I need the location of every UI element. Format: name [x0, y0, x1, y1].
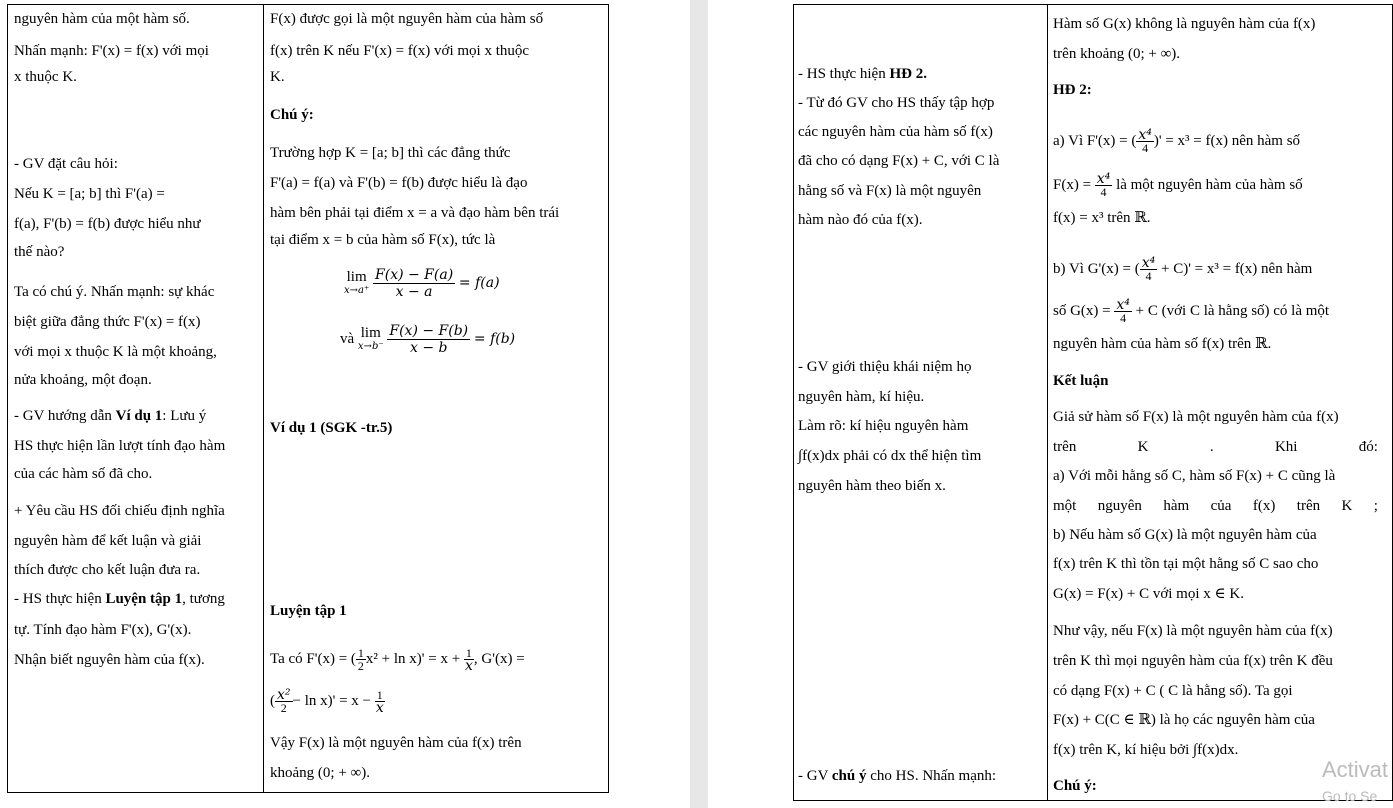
practice-label: Luyện tập 1 [105, 591, 183, 607]
text-line: f(x) = x³ trên ℝ. [1053, 210, 1151, 226]
fraction: $\frac{F(x) - F(a)}{x - a}$ [375, 267, 454, 300]
text-line: tự. Tính đạo hàm F'(x), G'(x). [14, 622, 192, 638]
text-line: Nhận biết nguyên hàm của f(x). [14, 652, 205, 668]
text-line: Ta có F'(x) = ( $\frac{1}{2}$ x² + ln x)' = x + $\frac{1}{x}$ , G'(x) = [270, 646, 525, 674]
content-column [264, 5, 609, 792]
text-line: hằng số và F(x) là một nguyên [798, 183, 982, 199]
text-line: thích được cho kết luận đưa ra. [14, 562, 201, 578]
text-line: với mọi x thuộc K là một khoảng, [14, 344, 217, 360]
text-line: đã cho có dạng F(x) + C, với C là [798, 153, 1000, 169]
text-run: - GV hướng dẫn [14, 408, 116, 424]
text-line: nguyên hàm, kí hiệu. [798, 389, 925, 405]
activity-heading: HĐ 2: [1053, 82, 1092, 98]
justified-line: một nguyên hàm của f(x) trên K ; [1053, 498, 1378, 514]
text-run: : Lưu ý [162, 408, 207, 424]
fraction: $\frac{1}{2}$ [357, 646, 364, 673]
text-line: nửa khoảng, một đoạn. [14, 372, 152, 388]
text-line: F(x) = $\frac{\text{x⁴}}{4}$ là một nguyên hàm của hàm số [1053, 171, 1303, 199]
text-line: f(x) trên K thì tồn tại một hằng số C sao cho [1053, 556, 1319, 572]
example-heading: Ví dụ 1 (SGK -tr.5) [270, 420, 393, 436]
text-line: a) Vì F'(x) = ( $\frac{\text{x⁴}}{4}$ )' = x³ = f(x) nên hàm số [1053, 127, 1301, 155]
lesson-table-right [793, 4, 1393, 801]
text-line: + Yêu cầu HS đối chiếu định nghĩa [14, 503, 225, 519]
note-label: chú ý [831, 768, 867, 784]
fraction: $\frac{\text{x⁴}}{4}$ [1141, 255, 1156, 283]
limit-operator: lim x→b⁻ [357, 324, 384, 352]
text-line: - GV giới thiệu khái niệm họ [798, 359, 972, 375]
text-line: thế nào? [14, 244, 65, 260]
text-line: nguyên hàm để kết luận và giải [14, 533, 202, 549]
fraction: $\frac{\text{x⁴}}{4}$ [1116, 297, 1130, 325]
text-line: f(x) trên K nếu F'(x) = f(x) với mọi x thuộc [270, 43, 530, 59]
text-line [798, 767, 996, 785]
text-line: hàm bên phải tại điểm x = a và đạo hàm bên trái [270, 205, 560, 221]
text-run: - HS thực hiện [798, 66, 890, 82]
document-page-left [0, 0, 690, 808]
activation-watermark-sub: Go to Se [1322, 788, 1378, 804]
text-line: Trường hợp K = [a; b] thì các đẳng thức [270, 145, 511, 161]
practice-heading: Luyện tập 1 [270, 603, 347, 619]
text-line: số G(x) = $\frac{\text{x⁴}}{4}$ + C (với C là hằng số) có là một [1053, 297, 1330, 325]
note-heading: Chú ý: [270, 107, 314, 123]
text-line: ( $\frac{\text{x²}}{2}$ − ln x)' = x − $\frac{1}{x}$ [270, 687, 384, 716]
text-line: b) Vì G'(x) = ( $\frac{\text{x⁴}}{4}$ + C)' = x³ = f(x) nên hàm [1053, 255, 1313, 283]
example-label: Ví dụ 1 [115, 408, 163, 424]
text-line: F(x) + C(C ∈ ℝ) là họ các nguyên hàm của [1053, 712, 1315, 728]
teacher-activity-column [8, 5, 263, 792]
text-line: Như vậy, nếu F(x) là một nguyên hàm của f(x) [1053, 623, 1333, 639]
limit-operator: lim x→a⁺ [344, 268, 370, 296]
fraction: $\frac{\text{x²}}{2}$ [277, 687, 291, 715]
text-run: , tương [182, 591, 225, 607]
justified-line: trên K . Khi đó: [1053, 439, 1378, 455]
text-line: của các hàm số đã cho. [14, 466, 153, 482]
text-line: - GV đặt câu hỏi: [14, 156, 118, 172]
fraction: $\frac{\text{x⁴}}{4}$ [1138, 127, 1152, 155]
text-line: ∫f(x)dx phải có dx thể hiện tìm [798, 448, 982, 464]
text-line: hàm nào đó của f(x). [798, 212, 923, 228]
text-run: - HS thực hiện [14, 591, 106, 607]
text-line: F(x) được gọi là một nguyên hàm của hàm số [270, 11, 544, 27]
fraction: $\frac{F(x) - F(b)}{x - b}$ [389, 323, 469, 356]
text-line: nguyên hàm của một hàm số. [14, 11, 190, 27]
text-line: Hàm số G(x) không là nguyên hàm của f(x) [1053, 16, 1316, 32]
text-line: Làm rõ: kí hiệu nguyên hàm [798, 418, 969, 434]
fraction: $\frac{\text{x⁴}}{4}$ [1096, 171, 1111, 199]
text-line: Vậy F(x) là một nguyên hàm của f(x) trên [270, 735, 522, 751]
text-line: a) Với mỗi hằng số C, hàm số F(x) + C cũng là [1053, 468, 1336, 484]
text-line: Giả sử hàm số F(x) là một nguyên hàm của f(x) [1053, 409, 1339, 425]
document-page-right [708, 0, 1393, 808]
text-run: - GV [798, 768, 832, 784]
activity-label: HĐ 2. [889, 66, 927, 82]
text-line: nguyên hàm của hàm số f(x) trên ℝ. [1053, 336, 1272, 352]
text-line: tại điểm x = b của hàm số F(x), tức là [270, 232, 496, 248]
text-line: Nhấn mạnh: F'(x) = f(x) với mọi [14, 43, 209, 59]
limit-formula-left: và lim x→b⁻ $\frac{F(x) - F(b)}{x - b}$ = f(b) [340, 323, 516, 356]
activation-watermark: Activat [1322, 757, 1389, 782]
teacher-activity-column [794, 5, 1047, 800]
text-line: có dạng F(x) + C ( C là hằng số). Ta gọi [1053, 683, 1293, 699]
text-line: Ta có chú ý. Nhấn mạnh: sự khác [14, 284, 215, 300]
fraction: $\frac{1}{x}$ [375, 688, 384, 716]
text-line: F'(a) = f(a) và F'(b) = f(b) được hiểu là đạo [270, 175, 528, 191]
content-column [1048, 5, 1393, 800]
text-line: x thuộc K. [14, 69, 77, 85]
conclusion-heading: Kết luận [1053, 373, 1109, 389]
text-line: K. [270, 69, 285, 85]
text-line: trên khoảng (0; + ∞). [1053, 46, 1181, 62]
text-line [14, 407, 206, 425]
text-line: khoảng (0; + ∞). [270, 765, 370, 781]
text-line: các nguyên hàm của hàm số f(x) [798, 124, 993, 140]
text-line: f(x) trên K, kí hiệu bởi ∫f(x)dx. [1053, 742, 1239, 758]
text-line [14, 590, 225, 608]
limit-formula-right: lim x→a⁺ $\frac{F(x) - F(a)}{x - a}$ = f(a) [344, 267, 500, 300]
text-line: trên K thì mọi nguyên hàm của f(x) trên K đều [1053, 653, 1333, 669]
text-line: HS thực hiện lần lượt tính đạo hàm [14, 438, 226, 454]
text-line: nguyên hàm theo biến x. [798, 478, 946, 494]
text-line [798, 65, 927, 83]
text-line: - Từ đó GV cho HS thấy tập hợp [798, 95, 995, 111]
note-heading: Chú ý: [1053, 778, 1097, 794]
fraction: $\frac{1}{x}$ [464, 646, 473, 674]
text-line: f(a), F'(b) = f(b) được hiểu như [14, 216, 201, 232]
text-run: cho HS. Nhấn mạnh: [866, 768, 997, 784]
lesson-table-left [7, 4, 609, 793]
text-line: G(x) = F(x) + C với mọi x ∈ K. [1053, 586, 1244, 602]
text-line: biệt giữa đẳng thức F'(x) = f(x) [14, 314, 201, 330]
text-line: Nếu K = [a; b] thì F'(a) = [14, 186, 165, 202]
text-line: b) Nếu hàm số G(x) là một nguyên hàm của [1053, 527, 1317, 543]
